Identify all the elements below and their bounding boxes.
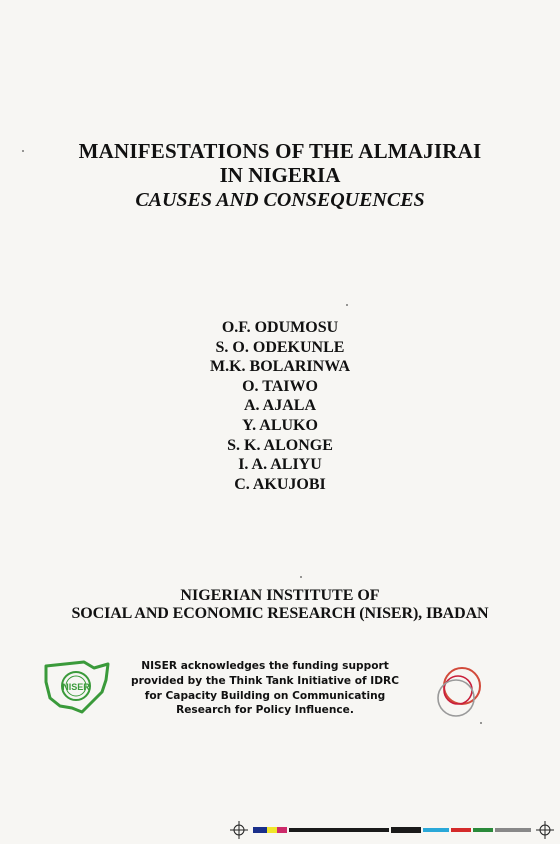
author-name: S. O. ODEKUNLE: [215, 338, 345, 356]
author-list: [0, 318, 560, 494]
printer-color-bar: [229, 820, 555, 842]
institute-line-1: NIGERIAN INSTITUTE OF: [180, 587, 380, 604]
author-name: M.K. BOLARINWA: [209, 358, 350, 376]
author-name: C. AKUJOBI: [234, 475, 326, 493]
idrc-rings-logo: [432, 662, 488, 720]
author-name: O. TAIWO: [242, 377, 318, 395]
registration-mark-icon: [536, 821, 554, 839]
acknowledgement: [105, 659, 425, 718]
scan-speck: [22, 150, 24, 152]
acknowledgement-line: Research for Policy Influence.: [176, 704, 354, 717]
author-name: Y. ALUKO: [242, 416, 318, 434]
institute-line-2: SOCIAL AND ECONOMIC RESEARCH (NISER), IBADAN: [71, 605, 489, 622]
niser-logo: [42, 658, 114, 716]
niser-logo-text: NISER: [62, 682, 90, 692]
subtitle: CAUSES AND CONSEQUENCES: [135, 189, 425, 211]
author-name: O.F. ODUMOSU: [221, 319, 339, 336]
scan-speck: [480, 722, 482, 724]
author-name: S. K. ALONGE: [227, 436, 333, 454]
acknowledgement-line: provided by the Think Tank Initiative of IDRC: [131, 674, 399, 687]
scan-speck: [300, 576, 302, 578]
author-name: A. AJALA: [243, 397, 316, 415]
registration-mark-icon: [230, 821, 248, 839]
acknowledgement-line: NISER acknowledges the funding support: [141, 660, 389, 672]
acknowledgement-line: for Capacity Building on Communicating: [144, 689, 386, 702]
author-name: I. A. ALIYU: [238, 456, 322, 474]
title-line-2: IN NIGERIA: [219, 163, 341, 187]
scan-speck: [346, 304, 348, 306]
title-line-1: MANIFESTATIONS OF THE ALMAJIRAI: [78, 139, 482, 163]
